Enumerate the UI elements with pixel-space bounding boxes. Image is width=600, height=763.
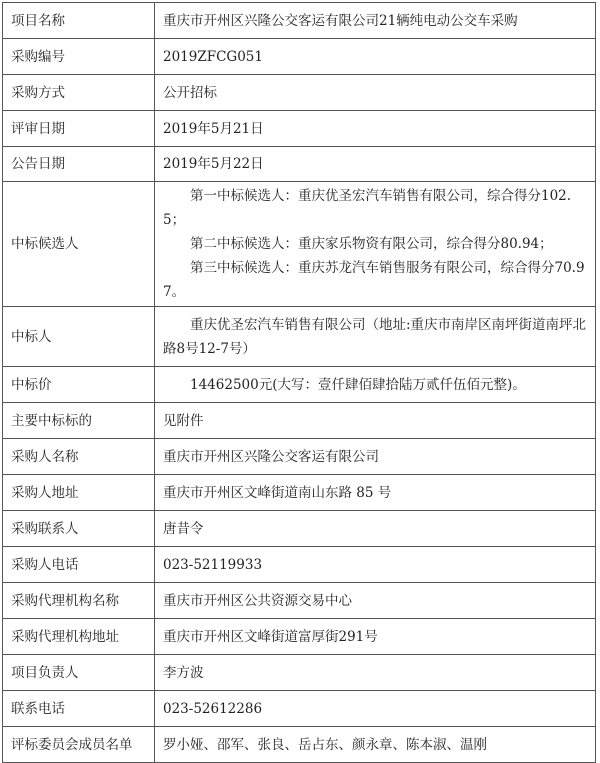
announce-date-value: 2019年5月22日 — [155, 147, 596, 182]
candidate-3: 第三中标候选人：重庆苏龙汽车销售服务有限公司，综合得分70.97。 — [163, 260, 585, 300]
committee-value: 罗小娅、邵军、张良、岳占东、颜永章、陈本淑、温刚 — [155, 727, 596, 763]
review-date-value: 2019年5月21日 — [155, 111, 596, 147]
buyer-contact-label: 采购联系人 — [3, 511, 155, 547]
row-agency-name — [3, 583, 596, 619]
contact-phone-value: 023-52612286 — [155, 691, 596, 727]
row-review-date — [3, 111, 596, 147]
row-winner — [3, 307, 596, 367]
project-lead-value: 李方波 — [155, 655, 596, 691]
row-announce-date — [3, 147, 596, 182]
candidate-2: 第二中标候选人：重庆家乐物资有限公司，综合得分80.94； — [190, 236, 553, 252]
procurement-method-label: 采购方式 — [3, 75, 155, 111]
buyer-phone-value: 023-52119933 — [155, 547, 596, 583]
project-name-value: 重庆市开州区兴隆公交客运有限公司21辆纯电动公交车采购 — [155, 3, 596, 39]
agency-address-label: 采购代理机构地址 — [3, 619, 155, 655]
candidate-1: 第一中标候选人：重庆优圣宏汽车销售有限公司，综合得分102.5； — [163, 188, 572, 228]
announce-date-label: 公告日期 — [3, 147, 155, 182]
agency-address-value: 重庆市开州区文峰街道富厚街291号 — [155, 619, 596, 655]
main-subject-label: 主要中标标的 — [3, 403, 155, 439]
main-subject-value: 见附件 — [155, 403, 596, 439]
bid-result-table — [2, 2, 596, 763]
row-project-lead — [3, 655, 596, 691]
row-buyer-address — [3, 475, 596, 511]
buyer-contact-value: 唐昔令 — [155, 511, 596, 547]
row-candidates — [3, 182, 596, 307]
committee-label: 评标委员会成员名单 — [3, 727, 155, 763]
buyer-phone-label: 采购人电话 — [3, 547, 155, 583]
agency-name-label: 采购代理机构名称 — [3, 583, 155, 619]
procurement-no-label: 采购编号 — [3, 39, 155, 75]
row-buyer-contact — [3, 511, 596, 547]
buyer-name-label: 采购人名称 — [3, 439, 155, 475]
price-label: 中标价 — [3, 367, 155, 403]
row-main-subject — [3, 403, 596, 439]
row-price — [3, 367, 596, 403]
project-name-label: 项目名称 — [3, 3, 155, 39]
row-buyer-phone — [3, 547, 596, 583]
row-procurement-no — [3, 39, 596, 75]
candidates-label: 中标候选人 — [3, 182, 155, 307]
procurement-method-value: 公开招标 — [155, 75, 596, 111]
price-value: 14462500元(大写：壹仟肆佰肆拾陆万贰仟伍佰元整)。 — [155, 367, 596, 403]
row-agency-address — [3, 619, 596, 655]
buyer-name-value: 重庆市开州区兴隆公交客运有限公司 — [155, 439, 596, 475]
review-date-label: 评审日期 — [3, 111, 155, 147]
procurement-no-value: 2019ZFCG051 — [155, 39, 596, 75]
row-project-name — [3, 3, 596, 39]
candidates-list — [155, 182, 596, 307]
agency-name-value: 重庆市开州区公共资源交易中心 — [155, 583, 596, 619]
row-committee — [3, 727, 596, 763]
winner-label: 中标人 — [3, 307, 155, 367]
row-procurement-method — [3, 75, 596, 111]
row-contact-phone — [3, 691, 596, 727]
project-lead-label: 项目负责人 — [3, 655, 155, 691]
winner-value: 重庆优圣宏汽车销售有限公司（地址:重庆市南岸区南坪街道南坪北路8号12-7号） — [155, 307, 596, 367]
buyer-address-value: 重庆市开州区文峰街道南山东路 85 号 — [155, 475, 596, 511]
contact-phone-label: 联系电话 — [3, 691, 155, 727]
buyer-address-label: 采购人地址 — [3, 475, 155, 511]
row-buyer-name — [3, 439, 596, 475]
